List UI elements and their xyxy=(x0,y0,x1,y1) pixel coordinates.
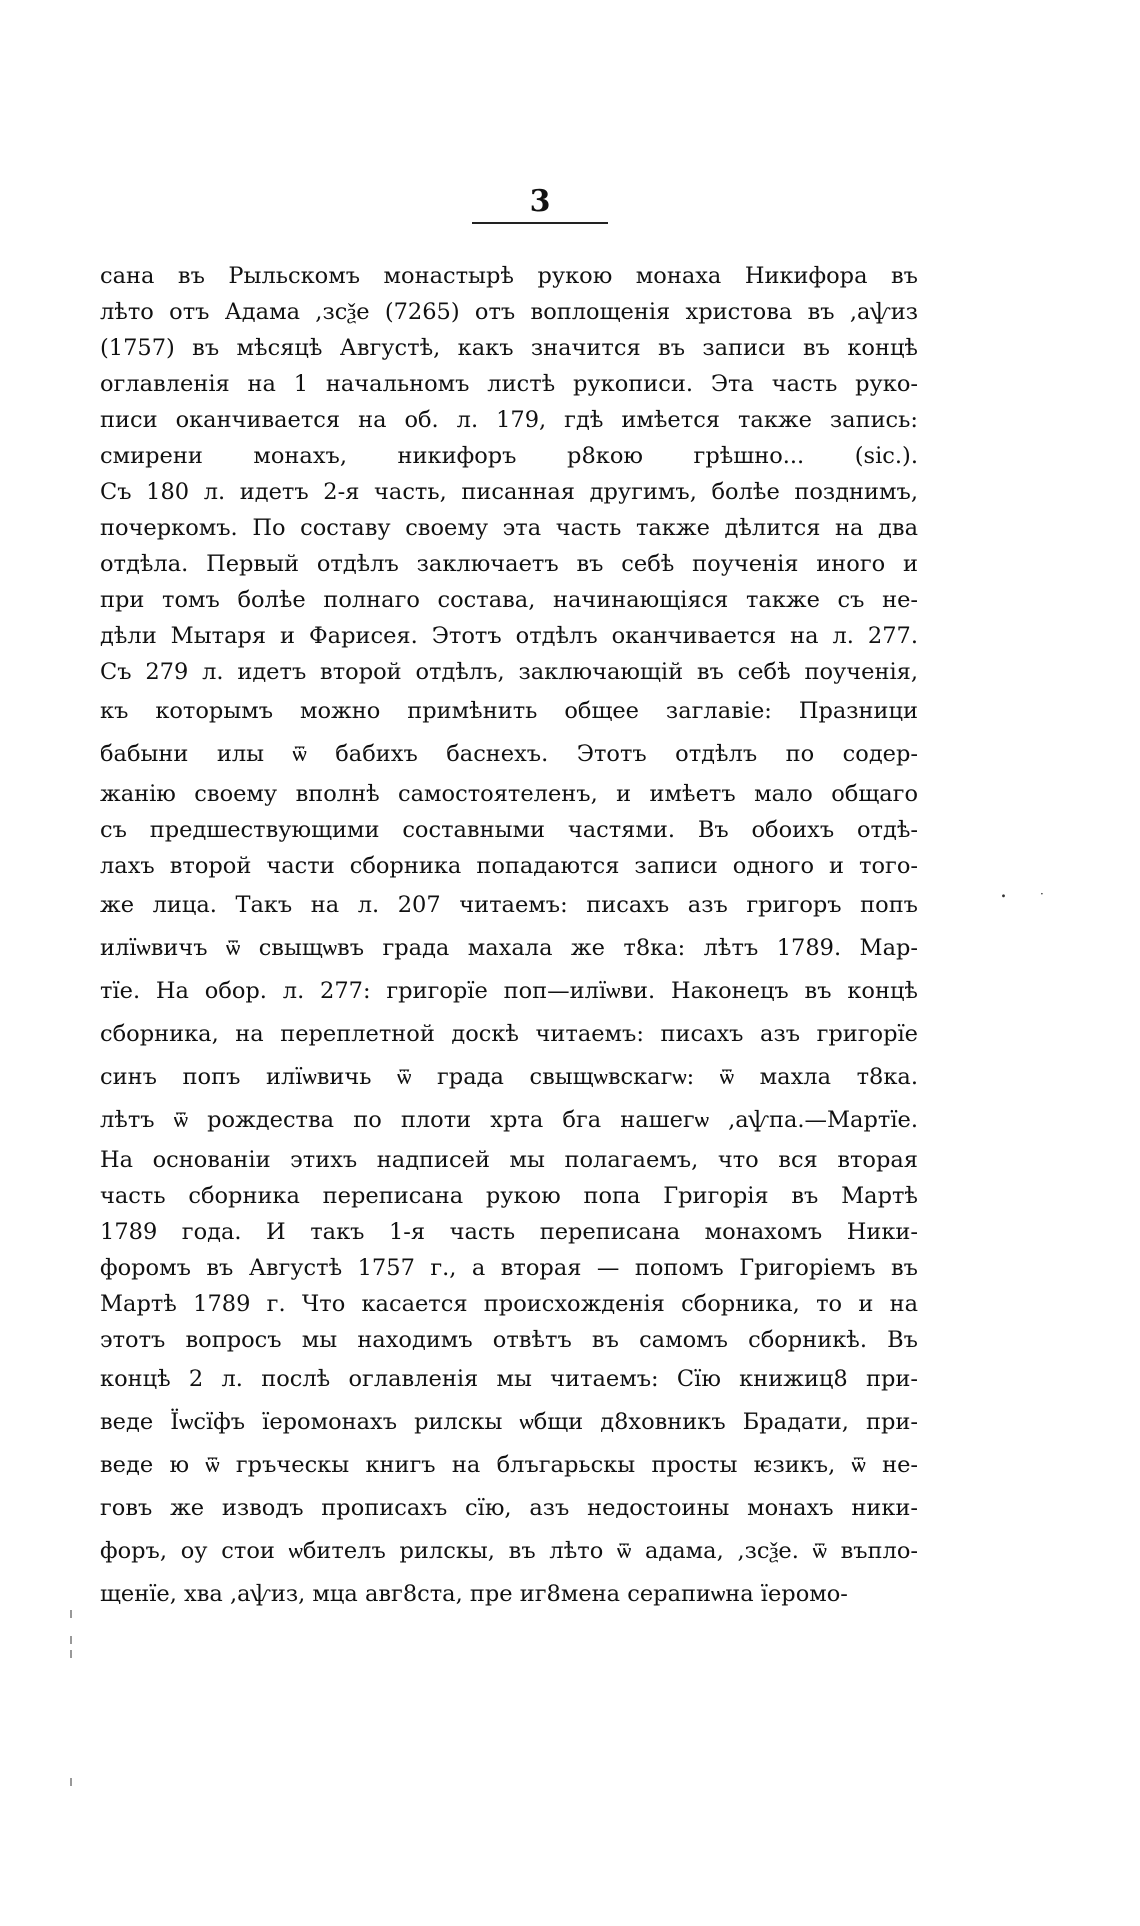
text-line: же лица. Такъ на л. 207 читаемъ: писахъ азъ григоръ попъ xyxy=(100,892,918,918)
text-line: (1757) въ мѣсяцѣ Августѣ, какъ значится въ записи въ концѣ xyxy=(100,335,918,361)
text-line: форъ, оу стои ѡбителъ рилскы, въ лѣто ѿ адама, ,зсѯе. ѿ въпло- xyxy=(100,1538,918,1564)
text-line: илїѡвичъ ѿ свыщѡвъ града махала же т8ка: лѣтъ 1789. Мар- xyxy=(100,935,918,961)
text-line: къ которымъ можно примѣнить общее заглавіе: Празници xyxy=(100,698,918,724)
page-number: 3 xyxy=(529,184,551,219)
margin-mark: . xyxy=(1000,878,1007,903)
text-line: лахъ второй части сборника попадаются записи одного и того- xyxy=(100,853,918,879)
text-line: отдѣла. Первый отдѣлъ заключаетъ въ себѣ поученія иного и xyxy=(100,551,918,577)
scan-tick xyxy=(70,1610,72,1618)
text-line: веде ю ѿ гръческы книгъ на блъгарьскы просты ѥзикъ, ѿ не- xyxy=(100,1452,918,1478)
text-line: бабыни илы ѿ бабихъ баснехъ. Этотъ отдѣлъ по содер- xyxy=(100,741,918,767)
scan-tick xyxy=(70,1650,72,1658)
text-line: 1789 года. И такъ 1-я часть переписана монахомъ Ники- xyxy=(100,1219,918,1245)
text-line: Съ 279 л. идетъ второй отдѣлъ, заключающій въ себѣ поученія, xyxy=(100,659,918,685)
body-text xyxy=(100,258,918,1616)
text-line: лѣтъ ѿ рождества по плоти хрта бга нашегѡ ,аѱпа.—Мартїе. xyxy=(100,1107,918,1133)
text-line: концѣ 2 л. послѣ оглавленія мы читаемъ: Сїю книжиц8 при- xyxy=(100,1366,918,1392)
header-rule xyxy=(472,222,608,224)
text-line: почеркомъ. По составу своему эта часть также дѣлится на два xyxy=(100,515,918,541)
text-line: синъ попъ илїѡвичь ѿ града свыщѡвскагѡ: ѿ махла т8ка. xyxy=(100,1064,918,1090)
text-line: сборника, на переплетной доскѣ читаемъ: писахъ азъ григорїе xyxy=(100,1021,918,1047)
text-line: смирени монахъ, никифоръ р8кою грѣшно... (sic.). xyxy=(100,443,918,469)
text-line: сана въ Рыльскомъ монастырѣ рукою монаха Никифора въ xyxy=(100,263,918,289)
text-line: писи оканчивается на об. л. 179, гдѣ имѣется также запись: xyxy=(100,407,918,433)
text-line: форомъ въ Августѣ 1757 г., а вторая — попомъ Григоріемъ въ xyxy=(100,1255,918,1281)
text-line: жанію своему вполнѣ самостоятеленъ, и имѣетъ мало общаго xyxy=(100,781,918,807)
text-line: лѣто отъ Адама ,зсѯе (7265) отъ воплощенія христова въ ,аѱиз xyxy=(100,299,918,325)
text-line: На основаніи этихъ надписей мы полагаемъ, что вся вторая xyxy=(100,1147,918,1173)
text-line: при томъ болѣе полнаго состава, начинающіяся также съ не- xyxy=(100,587,918,613)
text-line: веде Їѡсїфъ їеромонахъ рилскы ѡбщи д8ховникъ Брадати, при- xyxy=(100,1409,918,1435)
text-line: дѣли Мытаря и Фарисея. Этотъ отдѣлъ оканчивается на л. 277. xyxy=(100,623,918,649)
text-line: тїе. На обор. л. 277: григорїе поп—илїѡви. Наконецъ въ концѣ xyxy=(100,978,918,1004)
text-line: Съ 180 л. идетъ 2-я часть, писанная другимъ, болѣе позднимъ, xyxy=(100,479,918,505)
text-line: съ предшествующими составными частями. Въ обоихъ отдѣ- xyxy=(100,817,918,843)
text-line: говъ же изводъ прописахъ сїю, азъ недостоины монахъ ники- xyxy=(100,1495,918,1521)
text-line: щенїе, хва ,аѱиз, мца авг8ста, пре иг8мена серапиѡна їеромо- xyxy=(100,1581,848,1607)
text-line: оглавленія на 1 начальномъ листѣ рукописи. Эта часть руко- xyxy=(100,371,918,397)
margin-mark: · xyxy=(1040,887,1044,901)
scan-tick xyxy=(70,1778,72,1786)
text-line: этотъ вопросъ мы находимъ отвѣтъ въ самомъ сборникѣ. Въ xyxy=(100,1327,918,1353)
text-line: часть сборника переписана рукою попа Григорія въ Мартѣ xyxy=(100,1183,918,1209)
text-line: Мартѣ 1789 г. Что касается происхожденія сборника, то и на xyxy=(100,1291,918,1317)
scan-tick xyxy=(70,1636,72,1644)
